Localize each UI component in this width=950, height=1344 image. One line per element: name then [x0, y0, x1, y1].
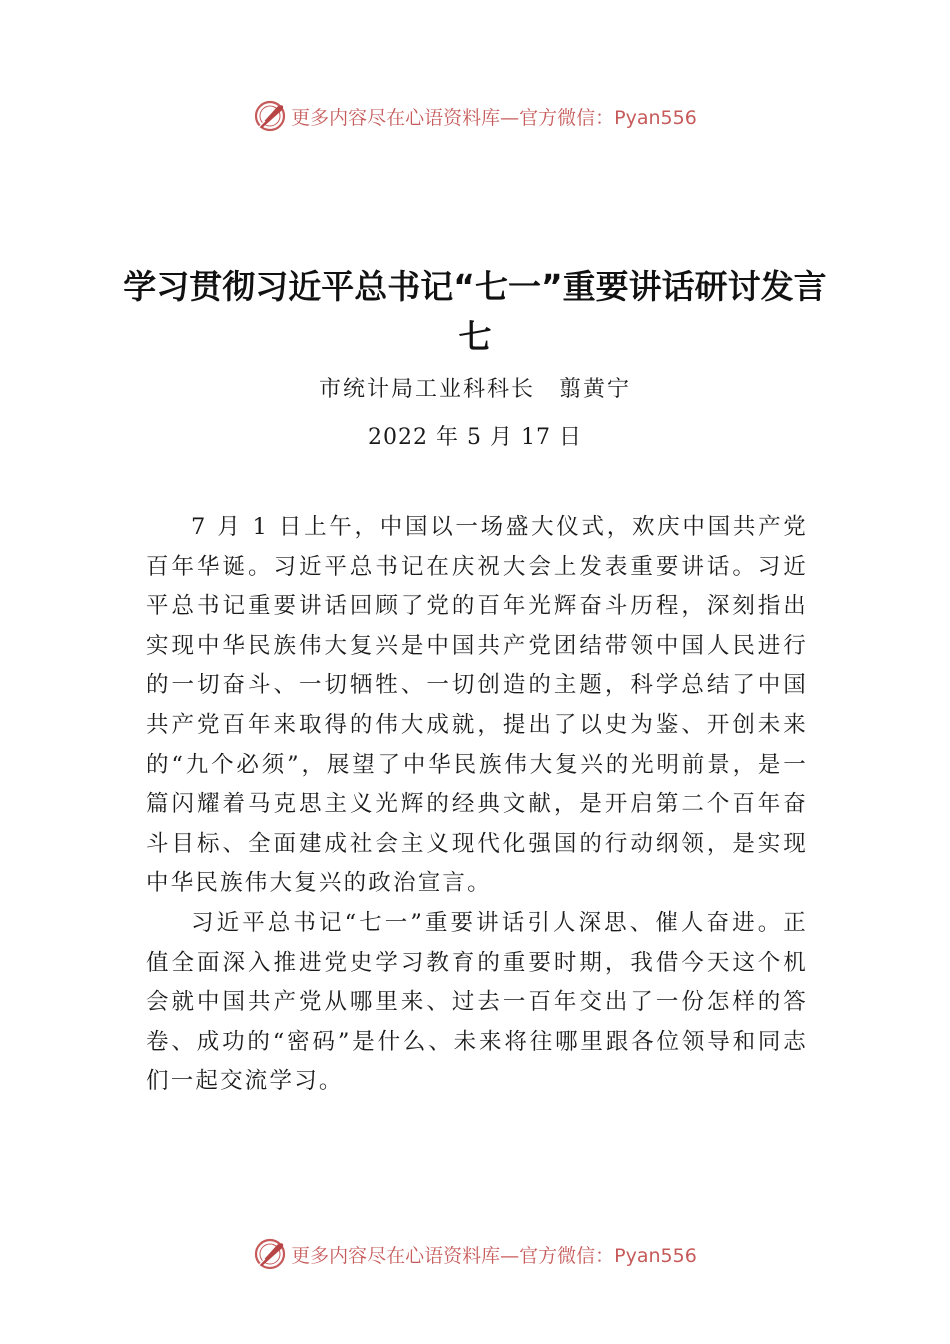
document-title: 学习贯彻习近平总书记“七一”重要讲话研讨发言七 — [123, 267, 827, 356]
date-line: 2022 年 5 月 17 日 — [368, 425, 582, 450]
quill-logo-icon — [253, 1237, 287, 1271]
watermark-text: 更多内容尽在心语资料库—官方微信：Pyan556 — [291, 106, 697, 129]
paragraph: 7 月 1 日上午，中国以一场盛大仪式，欢庆中国共产党百年华诞。习近平总书记在庆祝大会上发表重要讲话。习近平总书记重要讲话回顾了党的百年光辉奋斗历程，深刻指出实现中华民族伟大复兴是中国共产党团结带领中国人民进行的一切奋斗、一切牺牲、一切创造的主题，科学总结了中国共产党百年来取得的伟大成就，提出了以史为鉴、开创未来的“九个必须”，展望了中华民族伟大复兴的光明前景，是一篇闪耀着马克思主义光辉的经典文献，是开启第二个百年奋斗目标、全面建成社会主义现代化强国的行动纲领，是实现中华民族伟大复兴的政治宣言。 — [146, 514, 808, 897]
document-body — [146, 508, 808, 1102]
header-watermark — [0, 96, 950, 136]
paragraph: 习近平总书记“七一”重要讲话引人深思、催人奋进。正值全面深入推进党史学习教育的重要时期，我借今天这个机会就中国共产党从哪里来、过去一百年交出了一份怎样的答卷、成功的“密码”是什么、未来将往哪里跟各位领导和同志们一起交流学习。 — [146, 909, 808, 1095]
footer-watermark — [0, 1234, 950, 1274]
quill-logo-icon — [253, 99, 287, 133]
watermark-text: 更多内容尽在心语资料库—官方微信：Pyan556 — [291, 1244, 697, 1267]
author-line: 市统计局工业科科长 翦黄宁 — [318, 377, 631, 402]
